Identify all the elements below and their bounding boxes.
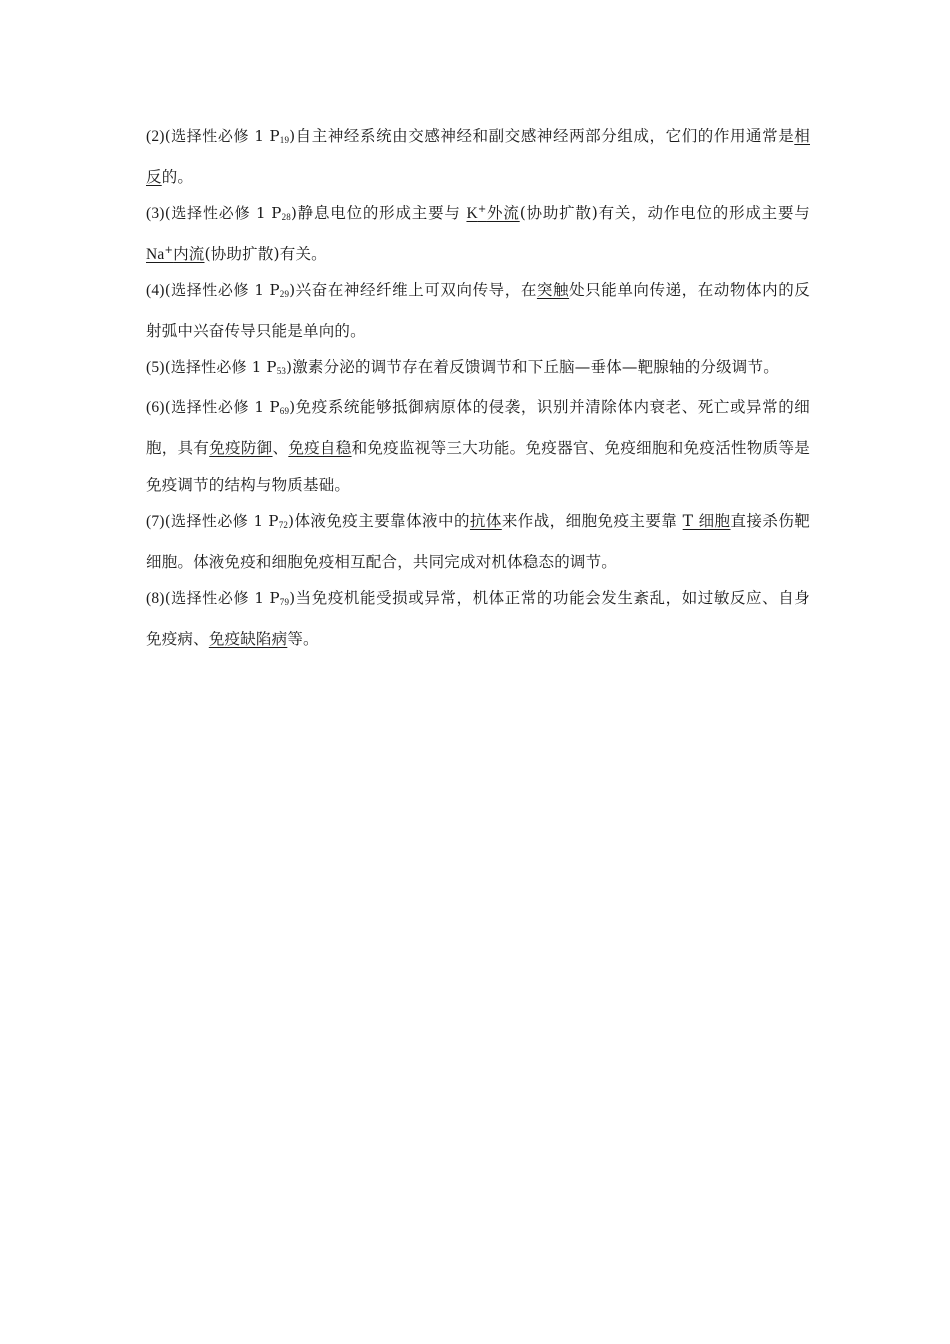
source-page: 29 (279, 289, 290, 299)
text: 、 (272, 439, 289, 457)
ion-symbol: K (466, 205, 478, 222)
source-prefix: (选择性必修 1 P (164, 358, 277, 376)
answer-underlined: 相反 (146, 127, 810, 186)
answer-underlined: T 细胞 (682, 512, 731, 530)
item-number: (7) (146, 513, 165, 530)
answer-underlined (466, 204, 519, 222)
source-page: 69 (279, 406, 290, 416)
source-page: 79 (279, 597, 290, 607)
source-prefix: (选择性必修 1 P (164, 512, 279, 530)
answer-text: 外流 (486, 204, 520, 222)
source-suffix: ) (288, 512, 295, 530)
item-number: (6) (146, 399, 165, 416)
source-prefix: (选择性必修 1 P (164, 281, 280, 299)
item-8 (146, 580, 810, 658)
source-ref (165, 204, 297, 222)
source-prefix: (选择性必修 1 P (164, 127, 280, 145)
source-ref (165, 398, 296, 416)
source-suffix: ) (290, 204, 298, 222)
text: 自主神经系统由交感神经和副交感神经两部分组成，它们的作用通常是 (295, 127, 795, 145)
item-3 (146, 195, 810, 273)
answer-underlined: 免疫自稳 (288, 439, 352, 457)
item-5 (146, 349, 810, 390)
source-ref (165, 358, 293, 376)
text: 等。 (287, 630, 319, 648)
source-suffix: ) (286, 358, 293, 376)
source-page: 72 (278, 520, 289, 530)
item-number: (4) (146, 282, 165, 299)
answer-underlined (146, 245, 204, 263)
source-ref (165, 589, 296, 607)
text: (协助扩散)有关，动作电位的形成主要与 (519, 204, 810, 222)
source-page: 53 (276, 366, 287, 376)
answer-underlined: 免疫防御 (209, 439, 273, 457)
source-page: 28 (281, 212, 291, 222)
text: 静息电位的形成主要与 (297, 204, 467, 222)
answer-underlined: 免疫缺陷病 (208, 630, 288, 648)
source-prefix: (选择性必修 1 P (164, 589, 280, 607)
text: 当免疫机能受损或异常，机体正常的功能会发生紊乱，如过敏反应、自身免疫病、 (146, 589, 810, 648)
item-4 (146, 272, 810, 350)
text: 和免疫监视等三大功能。免疫器官、免疫细胞和免疫活性物质等是免疫调节的结构与物质基础。 (146, 439, 810, 494)
text: 来作战，细胞免疫主要靠 (501, 512, 683, 530)
ion-symbol: Na (146, 246, 165, 263)
ion-charge: + (164, 245, 174, 256)
text: 处只能单向传递，在动物体内的反射弧中兴奋传导只能是单向的。 (146, 281, 810, 340)
ion-charge: + (477, 204, 487, 215)
text: (协助扩散)有关。 (204, 245, 327, 263)
source-suffix: ) (289, 127, 296, 145)
text: 兴奋在神经纤维上可双向传导，在 (295, 281, 537, 299)
text: 体液免疫主要靠体液中的 (294, 512, 470, 530)
item-number: (2) (146, 128, 165, 145)
item-number: (8) (146, 590, 165, 607)
source-prefix: (选择性必修 1 P (164, 204, 282, 222)
text: 免疫系统能够抵御病原体的侵袭，识别并清除体内衰老、死亡或异常的细胞，具有 (146, 398, 810, 457)
source-suffix: ) (289, 589, 296, 607)
item-6 (146, 389, 810, 504)
source-suffix: ) (289, 281, 296, 299)
source-prefix: (选择性必修 1 P (164, 398, 280, 416)
text: 的。 (161, 168, 194, 186)
answer-underlined: 抗体 (469, 512, 502, 530)
item-number: (3) (146, 205, 165, 222)
answer-underlined: 突触 (536, 281, 570, 299)
document-page (146, 118, 810, 658)
source-page: 19 (279, 135, 290, 145)
source-ref (165, 127, 296, 145)
source-suffix: ) (289, 398, 296, 416)
text: 激素分泌的调节存在着反馈调节和下丘脑—垂体—靶腺轴的分级调节。 (292, 358, 779, 376)
source-ref (165, 281, 296, 299)
item-7 (146, 503, 810, 581)
answer-text: 内流 (173, 245, 205, 263)
source-ref (165, 512, 295, 530)
item-2 (146, 118, 810, 196)
item-number: (5) (146, 359, 165, 376)
text: 直接杀伤靶细胞。体液免疫和细胞免疫相互配合，共同完成对机体稳态的调节。 (146, 512, 810, 571)
